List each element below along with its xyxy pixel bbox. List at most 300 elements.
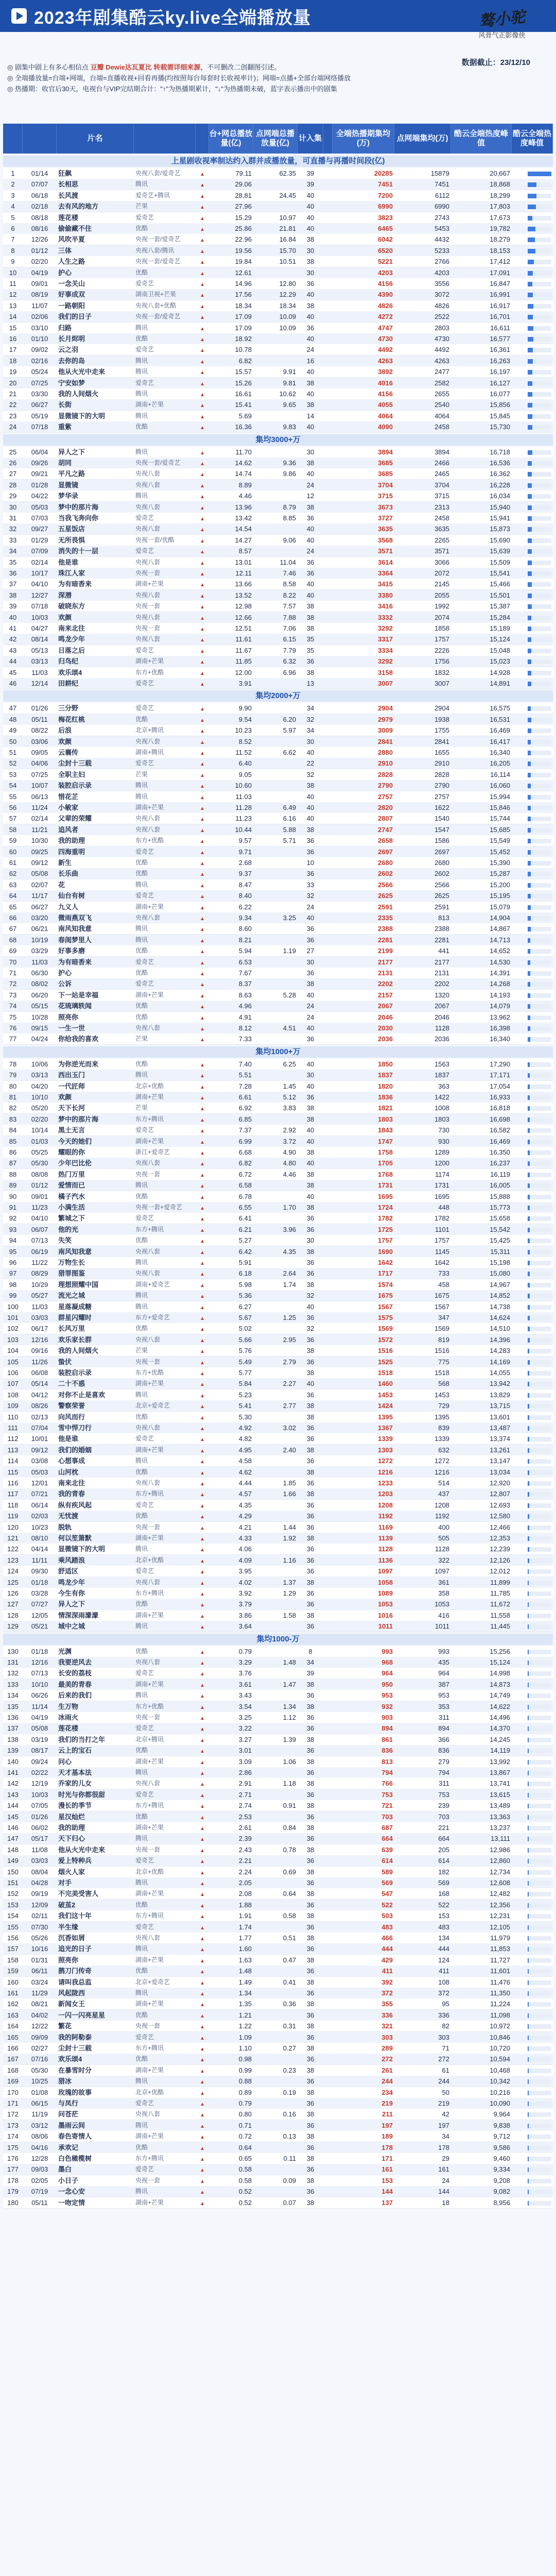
arrow-icon: ▲ [200, 2057, 205, 2063]
cell-all: 932 [381, 1702, 393, 1710]
cell-name: 偷偷藏不住 [58, 225, 92, 232]
cell-date: 06/02 [31, 1824, 48, 1832]
cell-count: 36 [306, 2077, 315, 2086]
cell-all: 3332 [378, 613, 393, 621]
cell-count: 40 [306, 1126, 315, 1134]
arrow-icon: ▲ [200, 2024, 205, 2030]
heat-bar-track [528, 1250, 551, 1255]
cell-heat: 12,012 [490, 1567, 510, 1575]
cell-bar [512, 535, 553, 546]
trend-arrow-icon [196, 1301, 209, 1312]
cell-rank: 40 [9, 613, 17, 621]
cell-rank: 118 [7, 1501, 19, 1509]
heat-bar-track [528, 538, 551, 543]
arrow-icon: ▲ [200, 1294, 205, 1300]
trend-arrow-icon [196, 2197, 209, 2208]
cell-spacer [323, 323, 333, 333]
cell-plat: 央视八套 [135, 1578, 161, 1586]
cell-avg: 5.76 [238, 1347, 252, 1355]
heat-bar-fill [528, 1925, 529, 1930]
cell-avg: 0.64 [238, 2143, 252, 2151]
cell-count: 36 [306, 1391, 315, 1399]
cell-rank: 136 [7, 1714, 19, 1721]
cell-spacer [323, 1114, 333, 1125]
table-row [3, 1646, 553, 1657]
cell-score: 0.36 [283, 2000, 296, 2008]
cell-spacer [323, 1334, 333, 1345]
arrow-icon: ▲ [200, 1349, 205, 1355]
cell-bar [512, 2043, 553, 2054]
arrow-icon: ▲ [200, 2090, 205, 2096]
cell-all: 2790 [378, 782, 393, 790]
cell-plat: 优酷 [135, 1468, 148, 1476]
heat-bar-fill [528, 2190, 529, 2194]
heat-bar-track [528, 1624, 551, 1629]
cell-bar [512, 344, 553, 355]
cell-count: 40 [306, 313, 315, 321]
cell-score [253, 1745, 298, 1756]
cell-avg: 6.72 [238, 1170, 252, 1178]
cell-spacer [323, 278, 333, 289]
table-row [3, 1158, 553, 1169]
heat-bar-fill [528, 392, 532, 397]
cell-all: 3823 [378, 213, 393, 222]
cell-pt: 1053 [435, 1600, 449, 1608]
heat-bar-track [528, 1150, 551, 1155]
heat-bar-track [528, 1459, 551, 1464]
heat-bar-track [528, 1073, 551, 1078]
cell-name: 归鸟纪 [58, 657, 79, 666]
trend-arrow-icon [196, 1855, 209, 1866]
cell-date: 06/17 [31, 1325, 48, 1333]
cell-pt: 50 [442, 2088, 449, 2096]
cell-date: 12/27 [31, 591, 48, 599]
section-header: 集均2000+万 [3, 690, 553, 702]
arrow-icon: ▲ [200, 1337, 205, 1344]
cell-avg: 4.57 [238, 1490, 252, 1498]
arrow-icon: ▲ [200, 1503, 205, 1509]
cell-bar [512, 267, 553, 278]
arrow-icon: ▲ [200, 706, 205, 713]
cell-avg: 12.51 [235, 624, 252, 632]
cell-name: 今天的她们 [58, 1137, 92, 1145]
cell-plat: 芒果 [135, 1347, 148, 1354]
cell-date: 08/22 [31, 726, 48, 735]
cell-plat: 腾讯 [135, 1989, 148, 1996]
trend-arrow-icon [196, 1734, 209, 1745]
cell-avg: 3.27 [238, 1735, 252, 1743]
cell-count: 40 [306, 525, 315, 533]
cell-heat: 14,713 [490, 936, 510, 944]
cell-date: 05/21 [31, 1622, 48, 1631]
cell-all: 2841 [378, 737, 393, 745]
cell-count: 36 [306, 1424, 315, 1432]
heat-bar-track [528, 2190, 551, 2194]
cell-count: 36 [306, 1358, 315, 1366]
cell-plat: 爱奇艺 [135, 704, 154, 712]
cell-count: 38 [306, 825, 315, 834]
cell-score [253, 703, 298, 714]
trend-arrow-icon [196, 1588, 209, 1599]
heat-bar-fill [528, 916, 531, 921]
cell-all: 1016 [378, 1611, 393, 1619]
heat-bar-track [528, 649, 551, 653]
cell-pt: 483 [438, 1923, 449, 1931]
cell-heat: 13,992 [490, 1757, 510, 1766]
table-row [3, 912, 553, 924]
heat-bar-fill [528, 751, 531, 755]
cell-pt: 4203 [435, 268, 449, 277]
heat-bar-track [528, 1195, 551, 1199]
cell-heat: 15,888 [490, 1192, 510, 1200]
cell-date: 05/11 [31, 2198, 48, 2207]
table-row [3, 1844, 553, 1856]
cell-score: 9.65 [283, 401, 296, 409]
cell-name: 装腔启示录 [58, 1369, 92, 1377]
cell-date: 01/10 [31, 335, 48, 343]
cell-rank: 69 [9, 947, 17, 955]
table-row [3, 1621, 553, 1632]
cell-date: 05/30 [31, 1159, 48, 1167]
cell-score: 10.51 [279, 258, 296, 266]
cell-avg: 0.65 [238, 2155, 252, 2162]
heat-bar-track [528, 1848, 551, 1853]
cell-score: 0.19 [283, 2088, 296, 2096]
arrow-icon: ▲ [200, 971, 205, 977]
cell-pt: 1453 [435, 1391, 449, 1399]
cell-count: 36 [306, 1214, 315, 1223]
cell-date: 03/20 [31, 914, 48, 922]
arrow-icon: ▲ [200, 1106, 205, 1112]
cell-heat: 17,673 [490, 213, 510, 222]
trend-arrow-icon [196, 1646, 209, 1657]
heat-bar-fill [528, 1173, 530, 1177]
cell-heat: 13,111 [491, 1835, 510, 1843]
cell-pt: 1216 [435, 1468, 449, 1476]
cell-rank: 74 [9, 1002, 17, 1010]
heat-bar-track [528, 2091, 551, 2095]
cell-count: 38 [306, 782, 315, 790]
cell-pt: 614 [438, 1857, 449, 1865]
arrow-icon: ▲ [200, 1282, 205, 1289]
cell-name: 好事多磨 [58, 947, 85, 955]
cell-count: 24 [306, 1002, 315, 1010]
trend-arrow-icon [196, 1544, 209, 1554]
cell-rank: 33 [9, 536, 17, 544]
cell-plat: 爱奇艺 [135, 1790, 154, 1798]
cell-pt: 303 [438, 2033, 449, 2041]
table-row [3, 289, 553, 300]
arrow-icon: ▲ [200, 1693, 205, 1700]
heat-bar-fill [528, 1470, 529, 1475]
cell-pt: 2046 [435, 1013, 449, 1021]
heat-bar-fill [528, 1015, 530, 1020]
cell-name: 问心 [58, 1757, 72, 1766]
cell-pt: 1757 [435, 1236, 449, 1245]
arrow-icon: ▲ [200, 414, 205, 420]
cell-avg: 6.82 [238, 357, 252, 365]
cell-rank: 45 [9, 668, 17, 676]
cell-avg: 5.02 [238, 1325, 252, 1333]
cell-count: 36 [306, 969, 315, 977]
cell-avg: 3.91 [238, 680, 252, 687]
heat-bar-track [528, 806, 551, 810]
cell-avg: 8.37 [238, 980, 252, 988]
trend-arrow-icon [196, 579, 209, 589]
cell-count: 30 [306, 448, 315, 456]
cell-rank: 92 [9, 1214, 17, 1223]
cell-heat: 12,126 [490, 1556, 510, 1564]
cell-count: 36 [306, 1622, 315, 1631]
heat-bar-track [528, 1316, 551, 1320]
heat-bar-track [528, 216, 551, 221]
heat-bar-track [528, 604, 551, 609]
cell-score: 10.97 [279, 213, 296, 222]
table-row [3, 1965, 553, 1977]
cell-heat: 11,785 [490, 1589, 510, 1597]
cell-score [253, 1922, 298, 1933]
cell-name: 归路 [58, 324, 72, 332]
cell-avg: 7.40 [238, 1060, 252, 1068]
cell-avg: 17.09 [235, 324, 252, 332]
table-row [3, 1412, 553, 1423]
cell-bar [512, 421, 553, 432]
cell-date: 03/13 [31, 1071, 48, 1079]
cell-all: 444 [381, 1945, 393, 1953]
cell-score [253, 1621, 298, 1632]
cell-name: 新生 [58, 859, 72, 867]
cell-name: 鸣龙少年 [58, 635, 85, 643]
cell-spacer [323, 1723, 333, 1734]
heat-bar-track [528, 1261, 551, 1265]
cell-score: 2.77 [283, 1402, 296, 1410]
cell-pt: 4492 [435, 346, 449, 354]
heat-bar-fill [528, 1106, 530, 1111]
cell-score: 5.28 [283, 991, 296, 999]
cell-plat: 湖南+芒果 [135, 1380, 164, 1387]
arrow-icon: ▲ [200, 205, 205, 211]
heat-bar-track [528, 1037, 551, 1042]
cell-all: 411 [382, 1967, 393, 1975]
cell-score [253, 1668, 298, 1679]
cell-all: 1169 [378, 1523, 393, 1531]
cell-plat: 央视八套 [135, 481, 161, 488]
cell-all: 1768 [378, 1170, 393, 1178]
trend-arrow-icon [196, 1900, 209, 1910]
cell-date: 03/28 [31, 1589, 48, 1597]
heat-bar-track [528, 1183, 551, 1188]
cell-spacer [323, 890, 333, 901]
cell-bar [512, 1125, 553, 1136]
cell-name: 最美的青春 [58, 1680, 92, 1688]
cell-avg: 2.68 [238, 859, 252, 867]
arrow-icon: ▲ [200, 772, 205, 778]
cell-rank: 131 [7, 1658, 19, 1666]
cell-avg: 13.52 [235, 591, 252, 599]
heat-bar-fill [528, 1660, 529, 1665]
cell-plat: 湖南+芒果 [135, 991, 164, 998]
cell-score: 4.35 [283, 1247, 296, 1256]
cell-pt: 441 [438, 947, 449, 955]
cell-plat: 湖南+芒果 [135, 1446, 164, 1453]
cell-bar [512, 1690, 553, 1701]
cell-name: 人生之路 [58, 258, 85, 266]
cell-avg: 11.85 [235, 657, 252, 666]
arrow-icon: ▲ [200, 717, 205, 723]
heat-bar-fill [528, 1503, 529, 1508]
cell-avg: 15.57 [235, 368, 252, 376]
cell-date: 09/02 [31, 346, 48, 354]
cell-pt: 2281 [435, 936, 449, 944]
cell-rank: 28 [9, 481, 17, 489]
cell-count: 36 [306, 1269, 315, 1278]
cell-spacer [323, 1657, 333, 1668]
cell-pt: 730 [438, 1126, 449, 1134]
heat-bar-fill [528, 971, 530, 976]
heat-bar-fill [528, 216, 532, 221]
cell-count: 38 [306, 1347, 315, 1355]
arrow-icon: ▲ [200, 861, 205, 867]
cell-all: 2880 [378, 749, 393, 756]
cell-date: 05/20 [31, 1104, 48, 1112]
heat-bar-fill [528, 2167, 529, 2172]
cell-avg: 11.61 [235, 635, 252, 643]
cell-count: 22 [306, 759, 315, 768]
cell-avg: 9.54 [238, 715, 252, 723]
heat-bar-track [528, 728, 551, 733]
cell-spacer [323, 2021, 333, 2031]
cell-rank: 110 [7, 1413, 19, 1421]
cell-all: 7451 [378, 180, 393, 189]
cell-pt: 4432 [435, 235, 449, 244]
cell-rank: 152 [7, 1890, 19, 1898]
col-count: 计入集 [298, 124, 323, 154]
cell-bar [512, 179, 553, 190]
cell-avg: 4.29 [238, 1512, 252, 1520]
table-row [3, 2087, 553, 2098]
cell-score [253, 890, 298, 901]
cell-heat: 16,698 [490, 1115, 510, 1123]
cell-score [253, 1467, 298, 1478]
cell-plat: 腾讯 [135, 1071, 148, 1079]
col-name: 片名 [57, 124, 134, 154]
cell-score [253, 1033, 298, 1044]
heat-bar-fill [528, 1716, 529, 1720]
cell-count: 24 [306, 903, 315, 911]
table-row [3, 1169, 553, 1180]
table-row [3, 2186, 553, 2197]
table-row [3, 535, 553, 546]
heat-bar-fill [528, 1602, 529, 1607]
arrow-icon: ▲ [200, 1514, 205, 1520]
cell-bar [512, 2032, 553, 2043]
cell-rank: 134 [7, 1691, 19, 1700]
cell-bar [512, 2065, 553, 2076]
cell-plat: 湖南+芒果 [135, 2066, 164, 2074]
cell-rank: 125 [7, 1578, 19, 1586]
heat-bar-fill [528, 1536, 529, 1541]
cell-date: 04/19 [31, 1714, 48, 1721]
cell-all: 2157 [378, 991, 393, 999]
cell-heat: 16,577 [490, 335, 510, 343]
cell-rank: 165 [7, 2033, 19, 2041]
cell-score [253, 1213, 298, 1224]
heat-bar-track [528, 1660, 551, 1665]
cell-plat: 央视一套/爱奇艺 [135, 235, 181, 243]
cell-count: 32 [306, 770, 315, 778]
cell-count: 39 [306, 1669, 315, 1677]
arrow-icon: ▲ [200, 403, 205, 409]
cell-count: 38 [306, 2110, 315, 2119]
cell-count: 40 [306, 914, 315, 922]
cell-rank: 172 [7, 2110, 19, 2119]
cell-heat: 12,105 [490, 1923, 510, 1931]
arrow-icon: ▲ [200, 1437, 205, 1443]
cell-avg: 5.41 [238, 1402, 252, 1410]
cell-bar [512, 1977, 553, 1988]
cell-heat: 11,672 [490, 1600, 510, 1608]
cell-spacer [323, 1533, 333, 1544]
cell-bar [512, 990, 553, 1001]
heat-bar-track [528, 1991, 551, 1996]
cell-bar [512, 2087, 553, 2098]
trend-arrow-icon [196, 2098, 209, 2109]
cell-pt: 1320 [435, 991, 449, 999]
cell-count: 38 [306, 668, 315, 676]
cell-score: 2.40 [283, 1446, 296, 1454]
trend-arrow-icon [196, 2142, 209, 2153]
cell-score: 1.48 [283, 1658, 296, 1666]
cell-heat: 16,205 [490, 759, 510, 768]
cell-plat: 央视一套 [135, 2176, 161, 2184]
cell-spacer [323, 378, 333, 388]
cell-pt: 993 [438, 1647, 449, 1655]
cell-date: 01/26 [31, 704, 48, 713]
heat-bar-track [528, 1969, 551, 1974]
cell-score [253, 2142, 298, 2153]
arrow-icon: ▲ [200, 761, 205, 768]
cell-name: 沉香如屑 [58, 1934, 85, 1942]
cell-count: 36 [306, 870, 315, 878]
cell-score: 6.15 [283, 635, 296, 643]
arrow-icon: ▲ [200, 1558, 205, 1564]
cell-score [253, 791, 298, 802]
cell-all: 547 [381, 1890, 393, 1898]
cell-heat: 14,391 [490, 969, 510, 977]
cell-spacer [323, 1290, 333, 1301]
cell-score [253, 1690, 298, 1701]
arrow-icon: ▲ [200, 1837, 205, 1843]
cell-avg: 6.21 [238, 1225, 252, 1233]
heat-bar-fill [528, 1426, 529, 1431]
cell-all: 7200 [378, 191, 393, 199]
cell-date: 06/11 [31, 1967, 48, 1975]
cell-date: 05/17 [31, 1835, 48, 1843]
cell-bar [512, 1012, 553, 1023]
cell-date: 02/13 [31, 1413, 48, 1421]
cell-rank: 101 [7, 1314, 19, 1321]
cell-plat: 东方+腾讯 [135, 2044, 164, 2052]
cell-score: 0.09 [283, 2176, 296, 2184]
col-heat: 酷云全端热度峰值 [451, 124, 512, 154]
cell-date: 05/26 [31, 1934, 48, 1942]
cell-pt: 3894 [435, 448, 449, 456]
cell-name: 我的人间烟火 [58, 390, 99, 398]
heat-bar-fill [528, 626, 531, 631]
cell-count: 36 [306, 1967, 315, 1975]
cell-pt: 2697 [435, 848, 449, 856]
cell-avg: 11.67 [235, 646, 252, 654]
